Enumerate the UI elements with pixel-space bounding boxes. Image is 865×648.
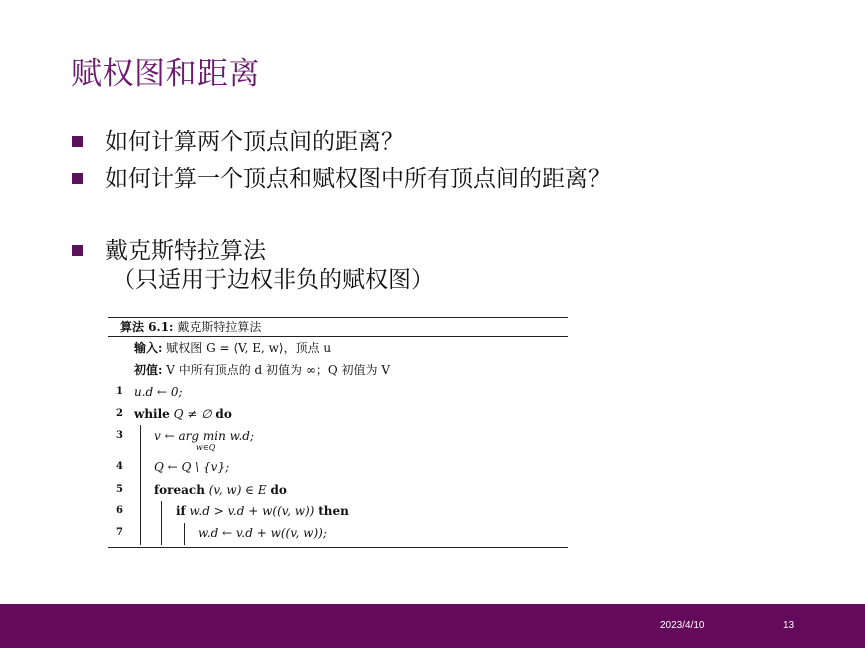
line-number: 6 [116, 505, 123, 516]
init-line [134, 362, 390, 378]
bullet-text: 如何计算一个顶点和赋权图中所有顶点间的距离？ [105, 166, 611, 192]
algo-line-text: w.d ← v.d + w((v, w)); [198, 526, 327, 540]
algo-line-text: Q ≠ ∅ [169, 407, 216, 421]
argmin-subscript [196, 443, 215, 453]
algo-line [198, 525, 327, 541]
init-text: V 中所有顶点的 d 初值为 ∞；Q 初值为 V [166, 363, 391, 377]
line-number: 4 [116, 461, 123, 472]
line-number: 3 [116, 430, 123, 441]
square-bullet-icon [72, 136, 83, 147]
if-block-bar [184, 523, 185, 545]
square-bullet-icon [72, 173, 83, 184]
algo-line [176, 503, 349, 519]
algo-line [134, 406, 232, 422]
line-number: 1 [116, 386, 123, 397]
algo-line-text: w.d > v.d + w((v, w)) [185, 504, 319, 518]
footer-date: 2023/4/10 [660, 620, 705, 631]
caption-rule [108, 336, 568, 337]
input-text: 赋权图 G = ⟨V, E, w⟩，顶点 u [166, 341, 332, 355]
algo-line-text: Q ← Q \ {v}; [154, 460, 230, 474]
bullet-text: 如何计算两个顶点间的距离？ [105, 129, 404, 155]
init-label: 初值: [134, 363, 163, 377]
square-bullet-icon [72, 245, 83, 256]
bullet-text: 戴克斯特拉算法 [105, 238, 266, 264]
while-block-bar [140, 425, 141, 545]
keyword-do: do [215, 407, 232, 421]
line-number: 5 [116, 484, 123, 495]
line-number: 2 [116, 408, 123, 419]
keyword-then: then [318, 504, 349, 518]
algorithm-box [108, 317, 568, 549]
keyword-foreach: foreach [154, 483, 205, 497]
keyword-do: do [270, 483, 287, 497]
bottom-rule [108, 547, 568, 548]
algo-line-text: u.d ← 0; [134, 385, 183, 399]
algorithm-caption [120, 319, 261, 335]
algo-line-text: (v, w) ∈ E [204, 483, 271, 497]
input-line [134, 340, 331, 356]
slide-title: 赋权图和距离 [71, 56, 260, 92]
caption-title: 戴克斯特拉算法 [177, 320, 262, 334]
algo-line [154, 482, 287, 498]
algo-line-text: v ← arg min w.d; [154, 429, 254, 443]
footer-bar [0, 604, 865, 648]
input-label: 输入: [134, 341, 163, 355]
top-rule [108, 317, 568, 318]
subscript-text: w∈Q [196, 443, 216, 452]
bullet-subtext: （只适用于边权非负的赋权图） [112, 267, 434, 293]
keyword-while: while [134, 407, 170, 421]
algo-line [154, 428, 254, 444]
keyword-if: if [176, 504, 186, 518]
foreach-block-bar [161, 501, 162, 545]
caption-label: 算法 6.1: [120, 320, 174, 334]
algo-line [134, 384, 183, 400]
algo-line [154, 459, 229, 475]
page-number: 13 [783, 620, 795, 631]
line-number: 7 [116, 527, 123, 538]
